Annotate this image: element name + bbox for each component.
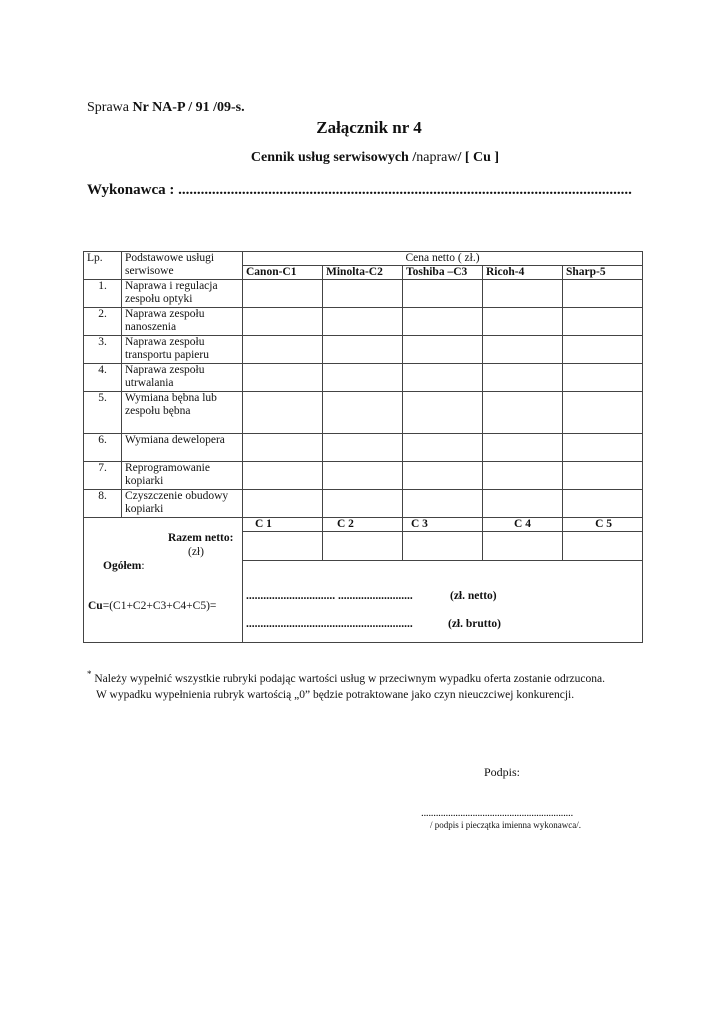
price-cell[interactable] [323,462,403,490]
lp-header: Lp. [84,252,122,280]
overall-label: Ogółem [103,560,142,572]
price-cell[interactable] [483,336,563,364]
service-name [122,434,243,462]
price-cell[interactable] [243,280,323,308]
price-cell[interactable] [563,490,643,518]
price-cell[interactable] [323,490,403,518]
service-line1: Naprawa zespołu [125,336,205,348]
service-line2: zespołu bębna [125,405,191,417]
price-cell[interactable] [403,364,483,392]
net-dots[interactable]: ............................... .......................... [246,590,413,602]
service-line1: Reprogramowanie [125,462,210,474]
footnote-text1: Należy wypełnić wszystkie rubryki podając wartości usług w przeciwnym wypadku oferta zostanie odrzucona. [91,672,605,685]
c2-label: C 2 [323,518,403,532]
row-number: 2. [84,308,122,336]
price-cell[interactable] [483,308,563,336]
footnote [87,666,605,703]
service-line2: utrwalania [125,377,174,389]
formula [88,600,216,613]
brand-canon: Canon-C1 [243,266,323,280]
row-number: 8. [84,490,122,518]
brand-ricoh: Ricoh-4 [483,266,563,280]
service-line2: transportu papieru [125,349,209,361]
overall-colon: : [141,560,145,572]
row-number: 3. [84,336,122,364]
table-row [84,392,643,434]
gross-dots[interactable]: .......................................................... [246,618,413,630]
service-line2: zespołu optyki [125,293,193,305]
service-line1: Naprawa zespołu [125,364,205,376]
price-cell[interactable] [403,336,483,364]
table-row [84,280,643,308]
price-cell[interactable] [323,308,403,336]
service-line2: kopiarki [125,503,164,515]
c3-value[interactable] [403,532,483,561]
service-line2: kopiarki [125,475,164,487]
annex-title: Załącznik nr 4 [316,118,422,137]
totals-cell [243,561,643,643]
footnote-line1 [87,666,605,687]
table-row [84,308,643,336]
price-cell[interactable] [483,462,563,490]
price-cell[interactable] [563,364,643,392]
brand-sharp: Sharp-5 [563,266,643,280]
price-cell[interactable] [243,308,323,336]
summary-label-cell [84,518,243,643]
service-name [122,308,243,336]
price-cell[interactable] [563,280,643,308]
c4-value[interactable] [483,532,563,561]
table-row [84,434,643,462]
price-cell[interactable] [323,280,403,308]
brand-toshiba: Toshiba –C3 [403,266,483,280]
c1-label: C 1 [243,518,323,532]
price-cell[interactable] [563,434,643,462]
price-cell[interactable] [403,434,483,462]
price-cell[interactable] [483,392,563,434]
services-header [122,252,243,280]
table-row [84,336,643,364]
service-name [122,364,243,392]
price-cell[interactable] [403,462,483,490]
table-row [84,490,643,518]
service-name [122,392,243,434]
row-number: 5. [84,392,122,434]
service-name [122,336,243,364]
price-cell[interactable] [483,490,563,518]
case-number [87,100,245,116]
service-line1: Czyszczenie obudowy [125,490,229,502]
c-label-row [84,518,643,532]
c1-value[interactable] [243,532,323,561]
gross-unit: (zł. brutto) [448,618,502,630]
price-cell[interactable] [243,490,323,518]
service-name [122,462,243,490]
price-cell[interactable] [323,364,403,392]
c2-value[interactable] [323,532,403,561]
signature-line[interactable]: .............................................................. [421,807,573,819]
service-name [122,280,243,308]
footnote-line2: W wypadku wypełnienia rubryk wartością „0” będzie potraktowane jako czyn nieuczciwej konkurencji. [96,688,575,701]
subtitle-normal: napraw [416,150,458,165]
c3-label: C 3 [403,518,483,532]
formula-sum: =(C1+C2+C3+C4+C5)= [102,600,217,612]
price-cell[interactable] [483,280,563,308]
price-cell[interactable] [323,434,403,462]
case-prefix: Sprawa [87,100,129,115]
table-row [84,462,643,490]
row-number: 1. [84,280,122,308]
price-header: Cena netto ( zł.) [243,252,643,266]
row-number: 7. [84,462,122,490]
contractor-field[interactable]: Wykonawca : ......................................................................................................................... [87,182,632,198]
row-number: 6. [84,434,122,462]
service-line1: Wymiana dewelopera [125,434,225,446]
formula-cu: Cu [88,600,103,612]
price-cell[interactable] [243,392,323,434]
net-unit: (zł. netto) [450,590,497,602]
service-line2: nanoszenia [125,321,177,333]
overall-label-wrap [103,560,145,573]
document-subtitle [0,150,724,166]
services-header-line1: Podstawowe usługi [125,252,215,264]
price-cell[interactable] [243,462,323,490]
footnote-star: * [87,669,92,679]
price-cell[interactable] [403,308,483,336]
price-cell[interactable] [483,364,563,392]
net-total-label: Razem netto: [168,532,234,544]
price-cell[interactable] [243,364,323,392]
price-cell[interactable] [243,336,323,364]
service-line1: Wymiana bębna lub [125,392,217,404]
services-header-line2: serwisowe [125,265,174,277]
subtitle-tail: / [ Cu ] [457,150,500,165]
price-cell[interactable] [403,392,483,434]
c5-label: C 5 [563,518,643,532]
case-number-value: Nr NA-P / 91 /09-s. [132,100,245,115]
subtitle-bold: Cennik usług serwisowych / [250,150,417,165]
price-cell[interactable] [563,336,643,364]
c5-value[interactable] [563,532,643,561]
service-line1: Naprawa zespołu [125,308,205,320]
price-cell[interactable] [323,392,403,434]
price-cell[interactable] [563,462,643,490]
price-cell[interactable] [563,308,643,336]
price-cell[interactable] [403,490,483,518]
signature-label: Podpis: [484,765,521,779]
row-number: 4. [84,364,122,392]
price-cell[interactable] [483,434,563,462]
table-row [84,364,643,392]
price-cell[interactable] [403,280,483,308]
net-total-unit: (zł) [188,546,204,558]
price-cell[interactable] [323,336,403,364]
brand-minolta: Minolta-C2 [323,266,403,280]
service-line1: Naprawa i regulacja [125,280,218,292]
service-name [122,490,243,518]
price-table [83,251,643,643]
price-cell[interactable] [563,392,643,434]
c4-label: C 4 [483,518,563,532]
price-cell[interactable] [243,434,323,462]
header-row [84,252,643,266]
signature-caption: / podpis i pieczątka imienna wykonawca/. [430,820,581,830]
